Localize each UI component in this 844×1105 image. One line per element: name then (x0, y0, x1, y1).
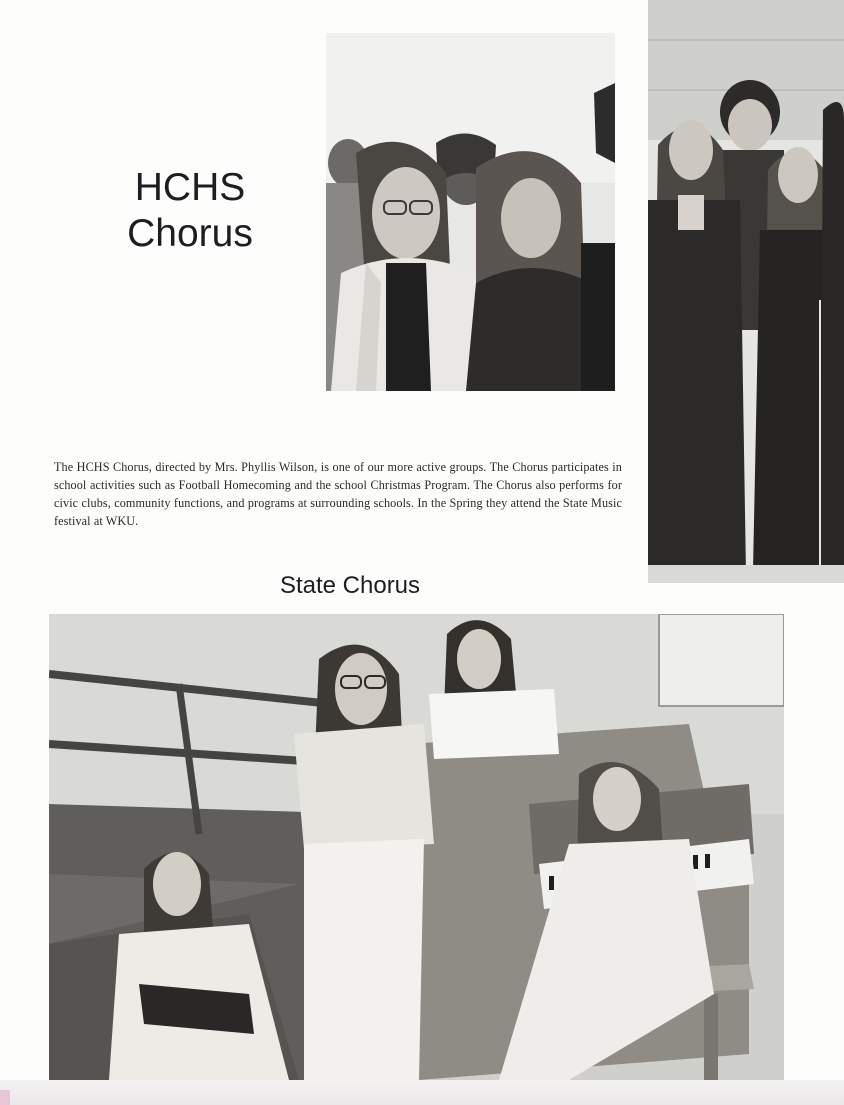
heading-line-2: Chorus (127, 212, 253, 255)
chorus-robed-singers-photo (648, 0, 844, 583)
heading-line-1: HCHS (134, 166, 246, 209)
page-bottom-margin (0, 1080, 844, 1105)
section-title: State Chorus (279, 572, 421, 599)
chorus-members-illustration (326, 33, 615, 391)
chorus-members-photo (326, 33, 615, 391)
robed-singers-illustration (648, 0, 844, 583)
page-edge-mark (0, 1090, 10, 1105)
state-chorus-piano-photo (49, 614, 784, 1080)
chorus-description: The HCHS Chorus, directed by Mrs. Phyllis Wilson, is one of our more active groups. The Chorus participates in school activities such as Football Homecoming and the school Christmas Program. The Chorus also performs for civic clubs, community functions, and programs at surrounding schools. In the Spring they attend the State Music festival at WKU. (54, 460, 622, 529)
state-chorus-illustration (49, 614, 784, 1080)
page-heading (100, 165, 280, 257)
